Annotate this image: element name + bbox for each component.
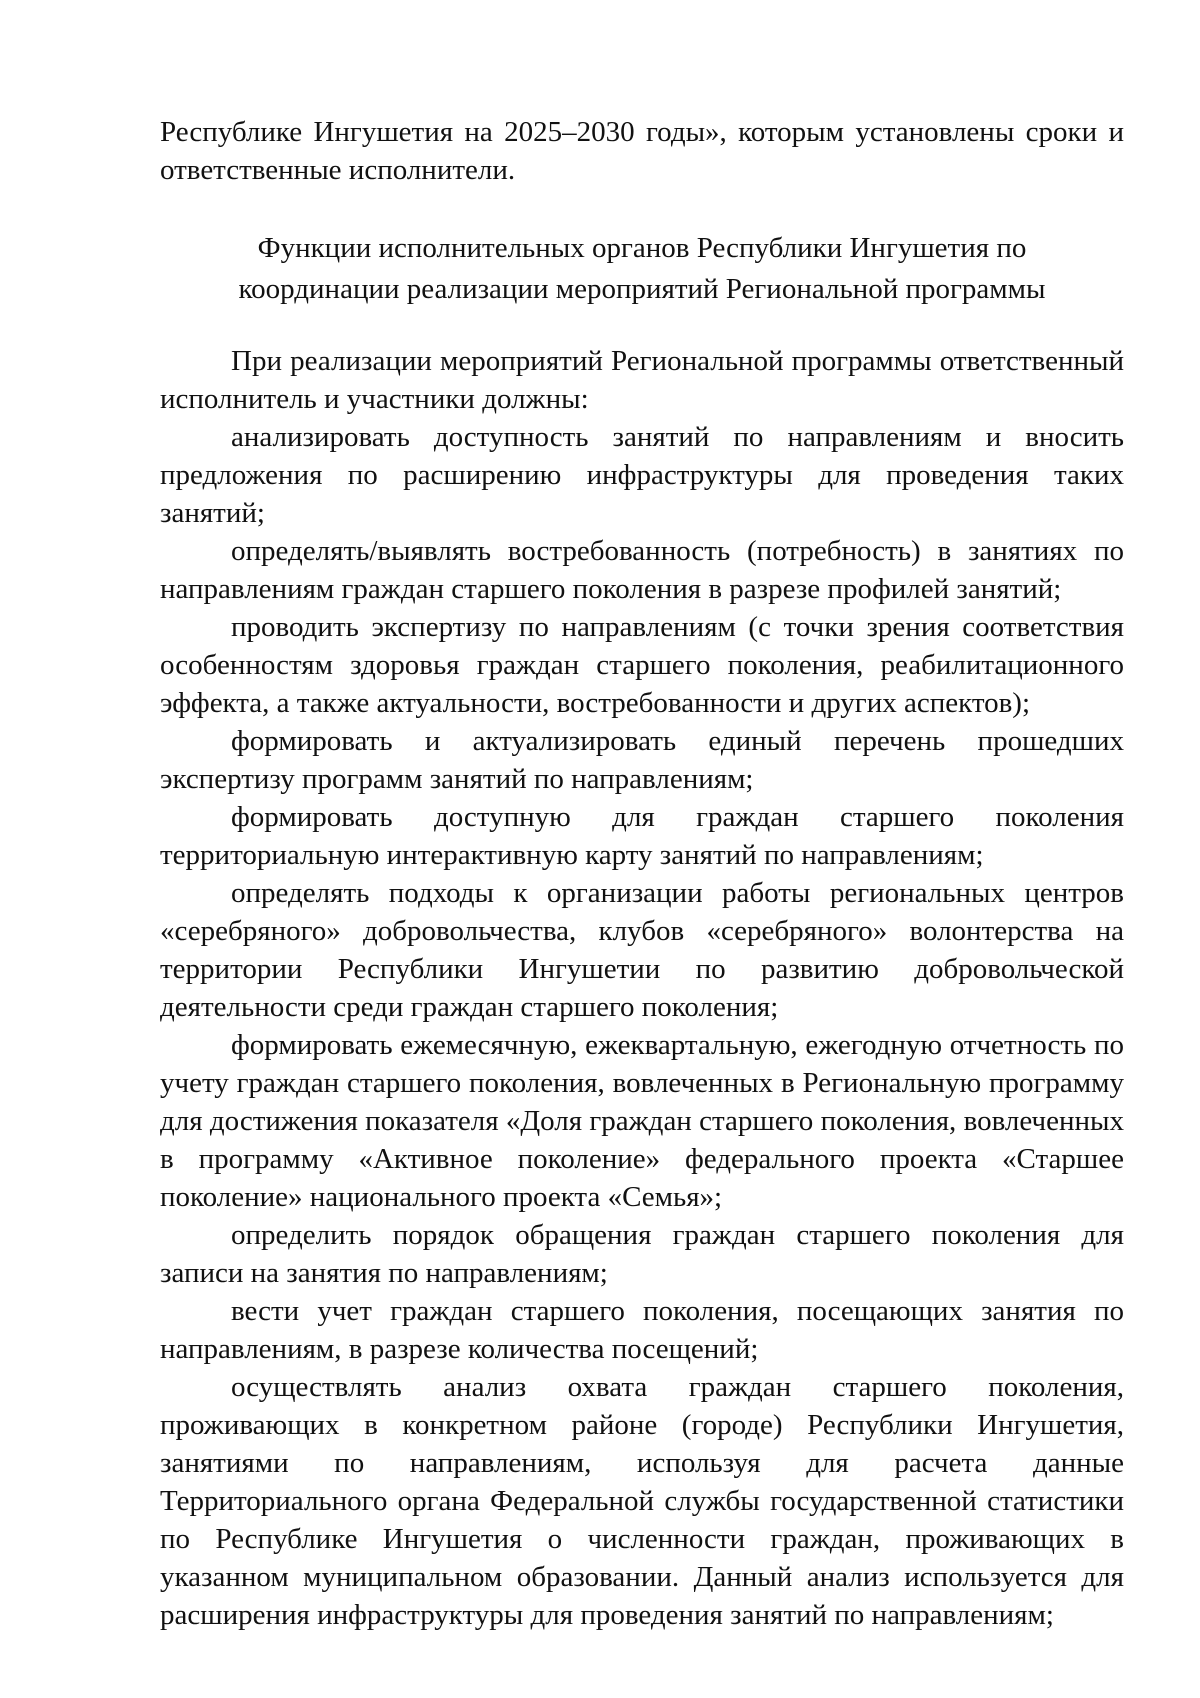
paragraph-item: формировать доступную для граждан старшего поколения территориальную интерактивную карту занятий по направлениям; [160,801,1124,871]
paragraph-item: определять подходы к организации работы региональных центров «серебряного» добровольчества, клубов «серебряного» волонтерства на территории Республики Ингушетии по развитию добровольческой деятельности среди граждан старшего поколения; [160,877,1124,1023]
paragraph-intro: При реализации мероприятий Региональной программы ответственный исполнитель и участники должны: [160,345,1124,415]
paragraph-item: определять/выявлять востребованность (потребность) в занятиях по направлениям граждан старшего поколения в разрезе профилей занятий; [160,535,1124,605]
section-heading-line-2: координации реализации мероприятий Региональной программы [238,273,1046,305]
paragraph-item: осуществлять анализ охвата граждан старшего поколения, проживающих в конкретном районе (городе) Республики Ингушетия, занятиями по направлениям, используя для расчета данные Территориального органа Федеральной службы государственной статистики по Республике Ингушетия о численности граждан, проживающих в указанном муниципальном образовании. Данный анализ используется для расширения инфраструктуры для проведения занятий по направлениям; [160,1371,1124,1631]
paragraph-item: формировать ежемесячную, ежеквартальную, ежегодную отчетность по учету граждан старшего поколения, вовлеченных в Региональную программу для достижения показателя «Доля граждан старшего поколения, вовлеченных в программу «Активное поколение» федерального проекта «Старшее поколение» национального проекта «Семья»; [160,1029,1124,1213]
body-text [160,342,1124,1634]
lead-paragraph: Республике Ингушетия на 2025–2030 годы», которым установлены сроки и ответственные исполнители. [160,116,1124,186]
paragraph-item: вести учет граждан старшего поколения, посещающих занятия по направлениям, в разрезе количества посещений; [160,1295,1124,1365]
paragraph-item: проводить экспертизу по направлениям (с точки зрения соответствия особенностям здоровья граждан старшего поколения, реабилитационного эффекта, а также актуальности, востребованности и других аспектов); [160,611,1124,719]
section-heading [160,228,1124,310]
paragraph-item: анализировать доступность занятий по направлениям и вносить предложения по расширению инфраструктуры для проведения таких занятий; [160,421,1124,529]
paragraph-item: определить порядок обращения граждан старшего поколения для записи на занятия по направлениям; [160,1219,1124,1289]
paragraph-item: формировать и актуализировать единый перечень прошедших экспертизу программ занятий по направлениям; [160,725,1124,795]
lead-paragraph-block [160,113,1124,189]
section-heading-line-1: Функции исполнительных органов Республики Ингушетия по [257,232,1027,264]
